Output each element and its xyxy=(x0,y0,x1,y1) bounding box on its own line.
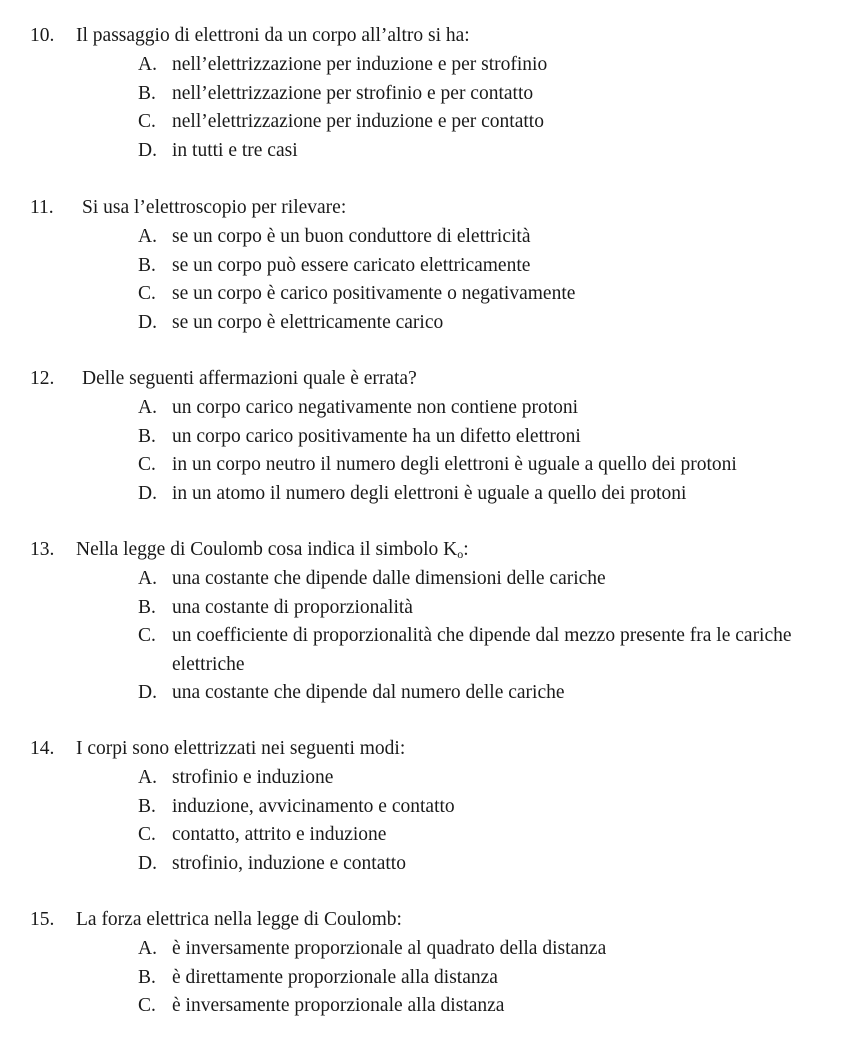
option-letter: A. xyxy=(138,397,157,418)
question-stem xyxy=(0,734,845,764)
option-c xyxy=(0,280,845,309)
option-letter: B. xyxy=(138,795,156,817)
options-list xyxy=(0,51,845,165)
option-a xyxy=(0,51,845,80)
option-letter: B. xyxy=(138,254,156,276)
option-b xyxy=(0,80,845,109)
question-text xyxy=(76,535,469,565)
options-list xyxy=(0,565,845,708)
option-letter: D. xyxy=(138,482,157,504)
option-d xyxy=(0,480,845,509)
question-stem xyxy=(0,535,845,565)
question-11 xyxy=(0,193,845,337)
question-number: 11. xyxy=(30,197,54,218)
option-letter: C. xyxy=(138,824,156,846)
option-d xyxy=(0,137,845,166)
question-10 xyxy=(0,21,845,165)
option-d xyxy=(0,309,845,338)
option-c xyxy=(0,821,845,850)
option-text: un corpo carico negativamente non contiene protoni xyxy=(172,397,579,418)
option-letter: C. xyxy=(138,454,156,476)
option-letter: A. xyxy=(138,938,157,959)
option-text: una costante che dipende dalle dimensioni delle cariche xyxy=(172,568,606,589)
option-b xyxy=(0,964,845,993)
option-letter: D. xyxy=(138,852,157,874)
option-b xyxy=(0,423,845,452)
question-text-main: Nella legge di Coulomb cosa indica il simbolo K xyxy=(76,539,458,560)
option-letter: C. xyxy=(138,111,156,133)
option-letter: D. xyxy=(138,139,157,161)
option-a xyxy=(0,394,845,423)
option-a xyxy=(0,223,845,252)
option-text: è inversamente proporzionale al quadrato della distanza xyxy=(172,938,607,959)
option-text: se un corpo è elettricamente carico xyxy=(172,311,444,333)
question-text: Delle seguenti affermazioni quale è errata? xyxy=(82,368,417,389)
option-letter: D. xyxy=(138,682,157,704)
question-number: 12. xyxy=(30,368,55,389)
option-letter: B. xyxy=(138,82,156,104)
option-letter: B. xyxy=(138,966,156,988)
options-list xyxy=(0,935,845,1021)
question-12 xyxy=(0,364,845,508)
k-subscript: o xyxy=(457,547,464,561)
option-text: contatto, attrito e induzione xyxy=(172,824,387,846)
option-text: se un corpo è un buon conduttore di elettricità xyxy=(172,226,531,247)
option-text: è direttamente proporzionale alla distanza xyxy=(172,966,498,988)
question-13 xyxy=(0,535,845,708)
option-a xyxy=(0,764,845,793)
option-c xyxy=(0,992,845,1021)
option-text: nell’elettrizzazione per strofinio e per contatto xyxy=(172,82,534,104)
question-stem xyxy=(0,21,845,51)
option-text: una costante di proporzionalità xyxy=(172,596,413,618)
question-stem xyxy=(0,364,845,394)
question-text: I corpi sono elettrizzati nei seguenti modi: xyxy=(76,738,406,759)
question-stem xyxy=(0,905,845,935)
options-list xyxy=(0,223,845,337)
option-b xyxy=(0,594,845,623)
option-text: strofinio, induzione e contatto xyxy=(172,852,406,874)
option-letter: A. xyxy=(138,767,157,788)
option-text: se un corpo è carico positivamente o negativamente xyxy=(172,283,576,305)
option-d xyxy=(0,679,845,708)
option-d xyxy=(0,850,845,879)
option-letter: C. xyxy=(138,995,156,1017)
question-14 xyxy=(0,734,845,878)
option-letter: A. xyxy=(138,568,157,589)
option-text: una costante che dipende dal numero delle cariche xyxy=(172,682,565,704)
option-c xyxy=(0,622,845,679)
question-text: Si usa l’elettroscopio per rilevare: xyxy=(82,197,347,218)
option-text: strofinio e induzione xyxy=(172,767,334,788)
question-number: 13. xyxy=(30,539,55,560)
option-letter: C. xyxy=(138,625,156,647)
option-b xyxy=(0,793,845,822)
option-text: nell’elettrizzazione per induzione e per strofinio xyxy=(172,54,548,75)
option-c xyxy=(0,108,845,137)
option-text: è inversamente proporzionale alla distanza xyxy=(172,995,505,1017)
option-letter: B. xyxy=(138,425,156,447)
question-text-colon: : xyxy=(463,539,469,560)
option-letter: D. xyxy=(138,311,157,333)
option-text: se un corpo può essere caricato elettricamente xyxy=(172,254,531,276)
question-number: 10. xyxy=(30,25,55,46)
question-text: Il passaggio di elettroni da un corpo all’altro si ha: xyxy=(76,25,470,46)
option-c xyxy=(0,451,845,480)
option-text: induzione, avvicinamento e contatto xyxy=(172,795,455,817)
option-a xyxy=(0,565,845,594)
option-letter: A. xyxy=(138,226,157,247)
option-text: in un atomo il numero degli elettroni è uguale a quello dei protoni xyxy=(172,482,687,504)
option-b xyxy=(0,252,845,281)
question-stem xyxy=(0,193,845,223)
question-15 xyxy=(0,905,845,1021)
options-list xyxy=(0,764,845,878)
option-text: un corpo carico positivamente ha un difetto elettroni xyxy=(172,425,581,447)
options-list xyxy=(0,394,845,508)
option-text: un coefficiente di proporzionalità che dipende dal mezzo presente fra le cariche elettriche xyxy=(172,625,792,675)
question-number: 14. xyxy=(30,738,55,759)
option-letter: B. xyxy=(138,596,156,618)
question-text: La forza elettrica nella legge di Coulomb: xyxy=(76,909,402,930)
option-text: in un corpo neutro il numero degli elettroni è uguale a quello dei protoni xyxy=(172,454,737,476)
option-a xyxy=(0,935,845,964)
option-text: in tutti e tre casi xyxy=(172,139,298,161)
option-text: nell’elettrizzazione per induzione e per contatto xyxy=(172,111,544,133)
option-letter: A. xyxy=(138,54,157,75)
question-number: 15. xyxy=(30,909,55,930)
option-letter: C. xyxy=(138,283,156,305)
